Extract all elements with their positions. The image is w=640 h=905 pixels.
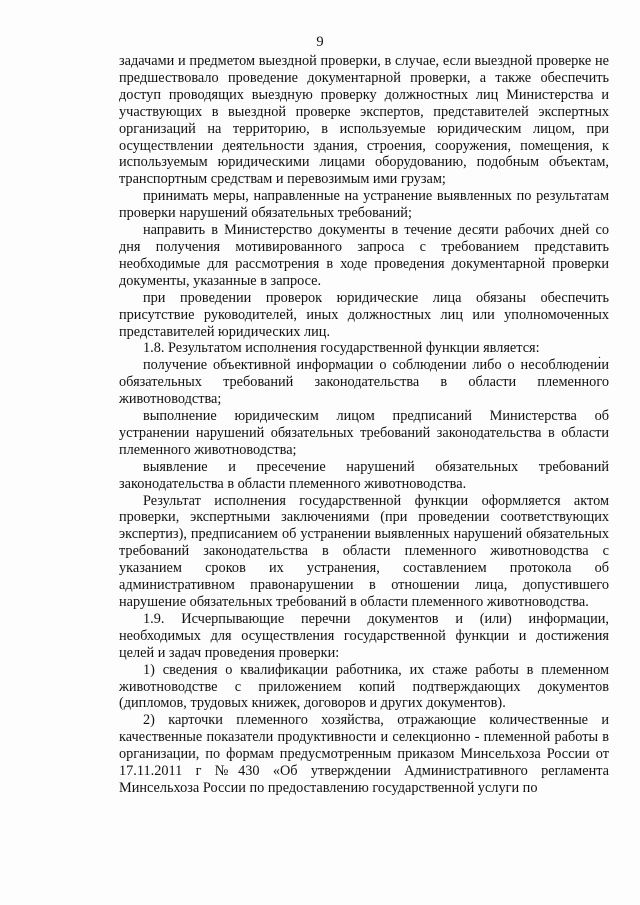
stray-mark: . xyxy=(598,347,601,361)
list-item-2-breeding-cards: 2) карточки племенного хозяйства, отражающие количественные и качественные показатели продуктивности и селекционно - племенной работы в организации, по формам предусмотренным приказом Минсельхоза России от 17.11.2011 г №430 «Об утверждении Административного регламента Минсельхоза России по предоставлению государственной услуги по xyxy=(119,712,609,796)
paragraph-detection-of-violations: выявление и пресечение нарушений обязательных требований законодательства в области племенного животноводства. xyxy=(119,458,609,492)
paragraph-objective-information: получение объективной информации о соблюдении либо о несоблюдении обязательных требований законодательства в области племенного животноводства; xyxy=(119,357,609,408)
section-1-9-heading: 1.9. Исчерпывающие перечни документов и (или) информации, необходимых для осуществления государственной функции и достижения целей и задач проведения проверки: xyxy=(119,610,609,661)
paragraph-fulfilment-of-orders: выполнение юридическим лицом предписаний Министерства об устранении нарушений обязательных требований законодательства в области племенного животноводства; xyxy=(119,408,609,458)
paragraph-inspection-access: задачами и предметом выездной проверки, в случае, если выездной проверке не предшествовало проведение документарной проверки, а также обеспечить доступ проводящих выездную проверку должностных лиц Министерства и участвующих в выездной проверке экспертов, представителей экспертных организаций на территорию, в используемые юридическим лицом, при осуществлении деятельности здания, строения, сооружения, помещения, к используемым юридическими лицами оборудованию, подобным объектам, транспортным средствам и перевозимым ими грузам; xyxy=(119,53,609,188)
document-body xyxy=(119,53,609,797)
paragraph-result-formalisation: Результат исполнения государственной функции оформляется актом проверки, экспертными заключениями (при проведении соответствующих экспертиз), предписанием об устранении выявленных нарушений обязательных требований законодательства в области племенного животноводства с указанием сроков их устранения, составлением протокола об административном правонарушении в отношении лица, допустившего нарушение обязательных требований в области племенного животноводства. xyxy=(119,492,609,610)
section-1-8-heading: 1.8. Результатом исполнения государственной функции является: xyxy=(143,340,540,357)
page-number: 9 xyxy=(316,34,324,50)
paragraph-send-documents: направить в Министерство документы в течение десяти рабочих дней со дня получения мотивированного запроса с требованием представить необходимые для рассмотрения в ходе проведения документарной проверки документы, указанные в запросе. xyxy=(119,222,609,289)
list-item-1-qualification: 1) сведения о квалификации работника, их стаже работы в племенном животноводстве с приложением копий подтверждающих документов (дипломов, трудовых книжек, договоров и других документов). xyxy=(119,661,609,712)
paragraph-ensure-presence: при проведении проверок юридические лица обязаны обеспечить присутствие руководителей, иных должностных лиц или уполномоченных представителей юридических лиц. xyxy=(119,289,609,340)
paragraph-take-measures: принимать меры, направленные на устранение выявленных по результатам проверки нарушений обязательных требований; xyxy=(119,188,609,222)
